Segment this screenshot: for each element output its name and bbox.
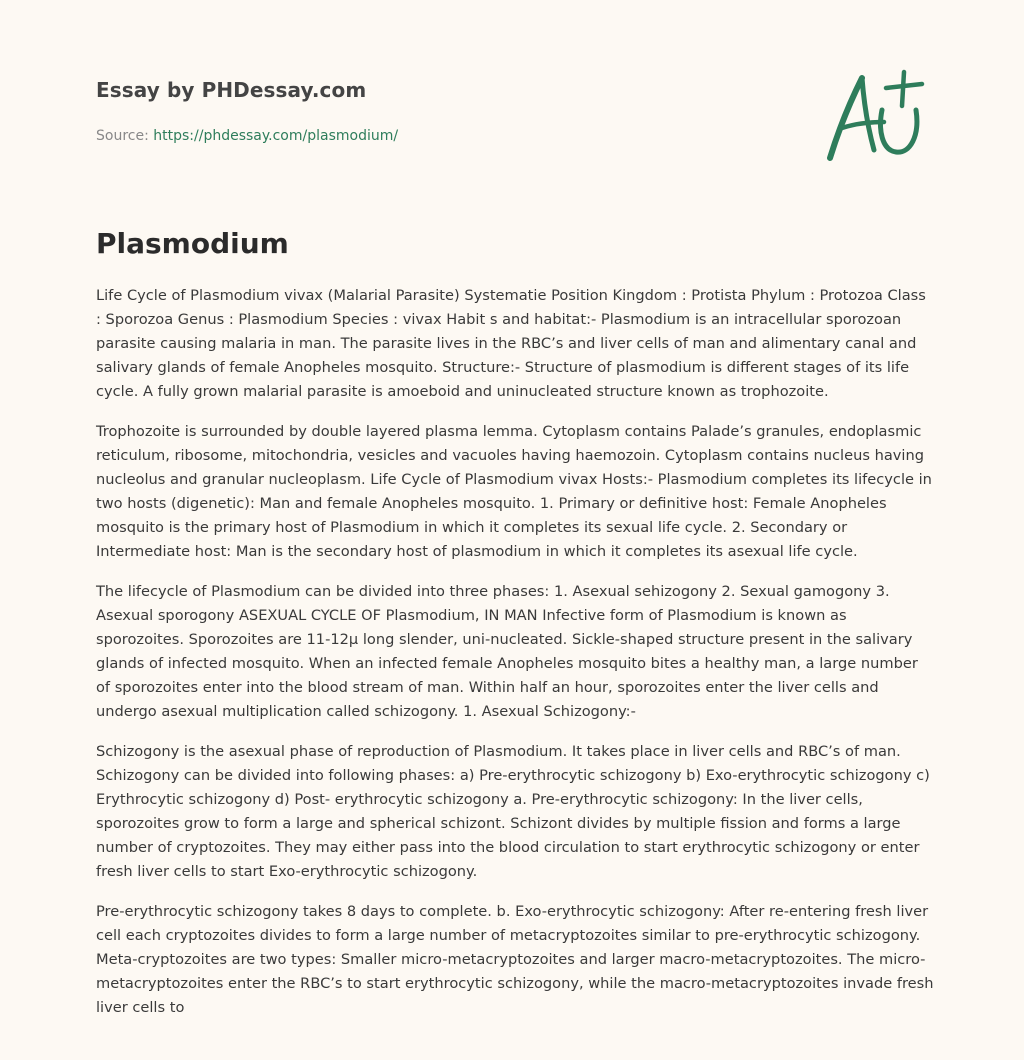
document-title: Plasmodium — [96, 227, 289, 260]
body-paragraph: Trophozoite is surrounded by double layered plasma lemma. Cytoplasm contains Palade’s granules, endoplasmic reticulum, ribosome, mitochondria, vesicles and vacuoles having haemozoin. Cytoplasm contains nucleus having nucleolus and granular nucleoplasm. Life Cycle of Plasmodium vivax Hosts:- Plasmodium completes its lifecycle in two hosts (digenetic): Man and female Anopheles mosquito. 1. Primary or definitive host: Female Anopheles mosquito is the primary host of Plasmodium in which it completes its sexual life cycle. 2. Secondary or Intermediate host: Man is the secondary host of plasmodium in which it completes its asexual life cycle. — [96, 423, 932, 560]
document-body — [96, 284, 934, 1036]
body-paragraph: The lifecycle of Plasmodium can be divided into three phases: 1. Asexual sehizogony 2. Sexual gamogony 3. Asexual sporogony ASEXUAL CYCLE OF Plasmodium, IN MAN Infective form of Plasmodium is known as sporozoites. Sporozoites are 11-12μ long slender, uni-nucleated. Sickle-shaped structure present in the salivary glands of infected mosquito. When an infected female Anopheles mosquito bites a healthy man, a large number of sporozoites enter into the blood stream of man. Within half an hour, sporozoites enter the liver cells and undergo asexual multiplication called schizogony. 1. Asexual Schizogony:- — [96, 583, 918, 720]
site-title: Essay by PHDessay.com — [96, 78, 367, 102]
source-line — [96, 126, 796, 146]
body-paragraph: Schizogony is the asexual phase of reproduction of Plasmodium. It takes place in liver cells and RBC’s of man. Schizogony can be divided into following phases: a) Pre-erythrocytic schizogony b) Exo-erythrocytic schizogony c) Erythrocytic schizogony d) Post- erythrocytic schizogony a. Pre-erythrocytic schizogony: In the liver cells, sporozoites grow to form a large and spherical schizont. Schizont divides by multiple fission and forms a large number of cryptozoites. They may either pass into the blood circulation to start erythrocytic schizogony or enter fresh liver cells to start Exo-erythrocytic schizogony. — [96, 743, 930, 880]
a-plus-logo-icon — [822, 66, 926, 166]
body-paragraph: Life Cycle of Plasmodium vivax (Malarial Parasite) Systematie Position Kingdom : Protista Phylum : Protozoa Class : Sporozoa Genus : Plasmodium Species : vivax Habit s and habitat:- Plasmodium is an intracellular sporozoan parasite causing malaria in man. The parasite lives in the RBC’s and liver cells of man and alimentary canal and salivary glands of female Anopheles mosquito. Structure:- Structure of plasmodium is different stages of its life cycle. A fully grown malarial parasite is amoeboid and uninucleated structure known as trophozoite. — [96, 287, 926, 400]
a-plus-logo-graphic — [822, 66, 926, 166]
page-header — [96, 76, 796, 146]
source-link[interactable]: https://phdessay.com/plasmodium/ — [153, 128, 399, 144]
source-label: Source: — [96, 128, 154, 144]
body-paragraph: Pre-erythrocytic schizogony takes 8 days to complete. b. Exo-erythrocytic schizogony: After re-entering fresh liver cell each cryptozoites divides to form a large number of metacryptozoites similar to pre-erythrocytic schizogony. Meta-cryptozoites are two types: Smaller micro-metacryptozoites and larger macro-metacryptozoites. The micro-metacryptozoites enter the RBC’s to start erythrocytic schizogony, while the macro-metacryptozoites invade fresh liver cells to — [96, 903, 934, 1016]
